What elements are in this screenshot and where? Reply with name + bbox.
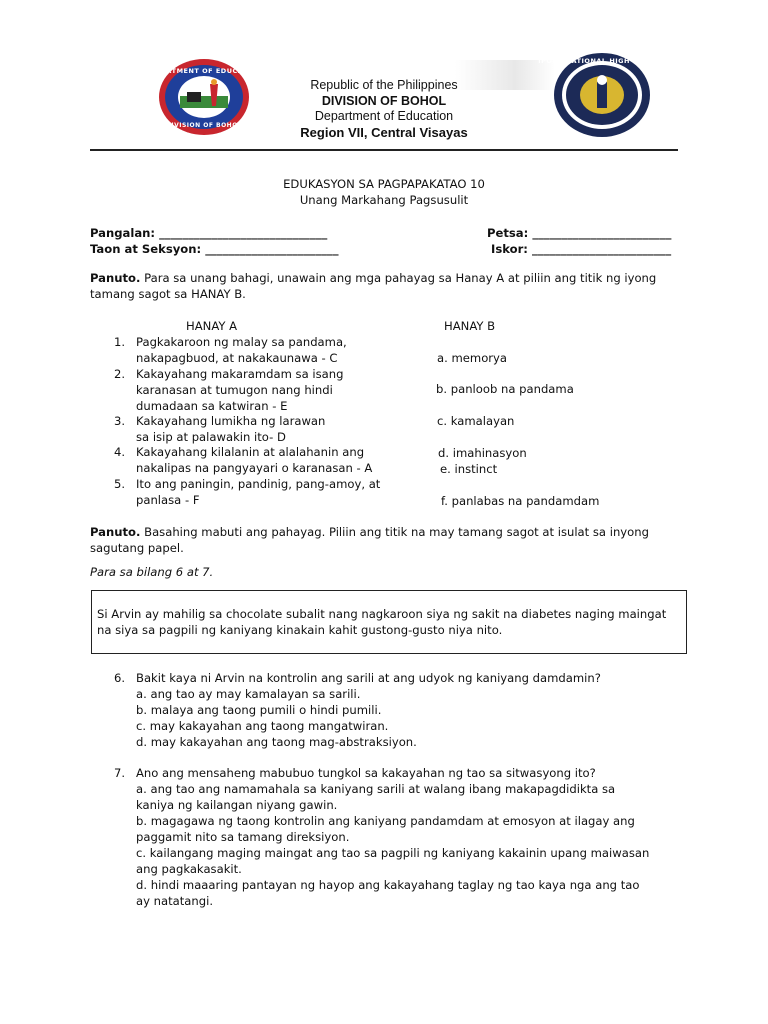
item-line: nakalipas na pangyayari o karanasan - A	[136, 461, 373, 475]
question-6	[136, 670, 601, 750]
hanay-b-choice-c: c. kamalayan	[437, 414, 515, 428]
name-label: Pangalan:	[90, 226, 156, 240]
hanay-b-choice-b: b. panloob na pandama	[436, 382, 574, 396]
score-field	[491, 241, 671, 257]
hanay-a-item-4	[136, 444, 372, 476]
school-seal-logo	[538, 52, 666, 138]
item-line: karanasan at tumugon nang hindi	[136, 383, 333, 397]
section-blank: _______________________	[205, 242, 339, 256]
answer-option: d. hindi maaaring pantayan ng hayop ang kakayahang taglay ng tao kaya nga ang tao ay natatangi.	[136, 878, 640, 908]
answer-option: c. kailangang maging maingat ang tao sa pagpili ng kaniyang kakainin upang maiwasan ang pagkakasakit.	[136, 846, 650, 876]
item-line: Kakayahang lumikha ng larawan	[136, 414, 326, 428]
hanay-b-choice-a: a. memorya	[437, 351, 508, 365]
part2-instruction	[90, 524, 680, 556]
question-number: 6.	[114, 671, 126, 685]
hanay-a-item-1	[136, 334, 347, 366]
name-field	[90, 225, 327, 241]
hanay-a-item-2	[136, 366, 343, 414]
svg-text:IPOLO NATIONAL HIGH SCHOOL: IPOLO NATIONAL HIGH SCHOOL	[538, 57, 666, 65]
date-label: Petsa:	[487, 226, 529, 240]
header-division: DIVISION OF BOHOL	[321, 93, 447, 108]
svg-text:DEPARTMENT OF EDUCATION: DEPARTMENT OF EDUCATION	[145, 67, 263, 75]
header-block	[282, 78, 486, 141]
item-line: Pagkakaroon ng malay sa pandama,	[136, 335, 347, 349]
item-number: 2.	[114, 367, 126, 381]
answer-option: b. magagawa ng taong kontrolin ang kaniyang pandamdam at emosyon at ilagay ang paggamit nito sa tamang direksiyon.	[136, 814, 635, 844]
item-number: 5.	[114, 477, 126, 491]
date-field	[487, 225, 671, 241]
header-department: Department of Education	[314, 109, 454, 124]
passage-text: Si Arvin ay mahilig sa chocolate subalit nang nagkaroon siya ng sakit na diabetes naging maingat na siya sa pagpili ng kaniyang kinakain kahit gustong-gusto niya nito.	[97, 607, 667, 637]
hanay-b-choice-d: d. imahinasyon	[438, 446, 527, 460]
hanay-b-choice-f: f. panlabas na pandamdam	[441, 494, 600, 508]
name-blank: _____________________________	[159, 226, 328, 240]
deped-seal-logo	[145, 58, 263, 136]
item-line: Ito ang paningin, pandinig, pang-amoy, at	[136, 477, 381, 491]
part1-instruction-text: Para sa unang bahagi, unawain ang mga pahayag sa Hanay A at piliin ang titik ng iyong tamang sagot sa HANAY B.	[90, 271, 657, 301]
svg-text:DIVISION OF BOHOL: DIVISION OF BOHOL	[165, 122, 243, 129]
part2-note: Para sa bilang 6 at 7.	[90, 565, 214, 579]
score-blank: ________________________	[531, 242, 672, 256]
header-region: Region VII, Central Visayas	[300, 124, 468, 140]
answer-option: a. ang tao ang namamahala sa kaniyang sarili at walang ibang makapagdidikta sa kaniya ng kailangan niyang gawin.	[136, 782, 616, 812]
item-line: panlasa - F	[136, 493, 200, 507]
question-7	[136, 765, 656, 909]
hanay-a-item-5	[136, 476, 380, 508]
answer-option: c. may kakayahan ang taong mangatwiran.	[136, 719, 389, 733]
subject-title: EDUKASYON SA PAGPAPAKATAO 10	[283, 177, 485, 191]
date-blank: ________________________	[532, 226, 672, 240]
question-text: Ano ang mensaheng mabubuo tungkol sa kakayahan ng tao sa sitwasyong ito?	[136, 766, 596, 780]
section-field	[90, 241, 339, 257]
item-line: Kakayahang makaramdam sa isang	[136, 367, 344, 381]
item-number: 1.	[114, 335, 126, 349]
part2-instruction-text: Basahing mabuti ang pahayag. Piliin ang titik na may tamang sagot at isulat sa inyong sagutang papel.	[90, 525, 649, 555]
answer-option: b. malaya ang taong pumili o hindi pumili.	[136, 703, 382, 717]
answer-option: a. ang tao ay may kamalayan sa sarili.	[136, 687, 361, 701]
item-line: dumadaan sa katwiran - E	[136, 399, 288, 413]
item-line: Kakayahang kilalanin at alalahanin ang	[136, 445, 365, 459]
exam-title: Unang Markahang Pagsusulit	[299, 193, 469, 207]
column-b-header: HANAY B	[444, 319, 496, 333]
answer-option: d. may kakayahan ang taong mag-abstraksiyon.	[136, 735, 417, 749]
part1-instruction	[90, 270, 680, 302]
hanay-a-item-3	[136, 413, 325, 445]
score-label: Iskor:	[491, 242, 528, 256]
section-label: Taon at Seksyon:	[90, 242, 202, 256]
part2-panuto: Panuto.	[90, 525, 141, 539]
question-number: 7.	[114, 766, 126, 780]
item-number: 3.	[114, 414, 126, 428]
question-text: Bakit kaya ni Arvin na kontrolin ang sarili at ang udyok ng kaniyang damdamin?	[136, 671, 601, 685]
item-line: sa isip at palawakin ito- D	[136, 430, 286, 444]
header-divider	[90, 149, 678, 151]
item-line: nakapagbuod, at nakakaunawa - C	[136, 351, 338, 365]
column-a-header: HANAY A	[186, 319, 238, 333]
part1-panuto: Panuto.	[90, 271, 141, 285]
header-republic: Republic of the Philippines	[310, 78, 458, 92]
hanay-b-choice-e: e. instinct	[440, 462, 498, 476]
item-number: 4.	[114, 445, 126, 459]
